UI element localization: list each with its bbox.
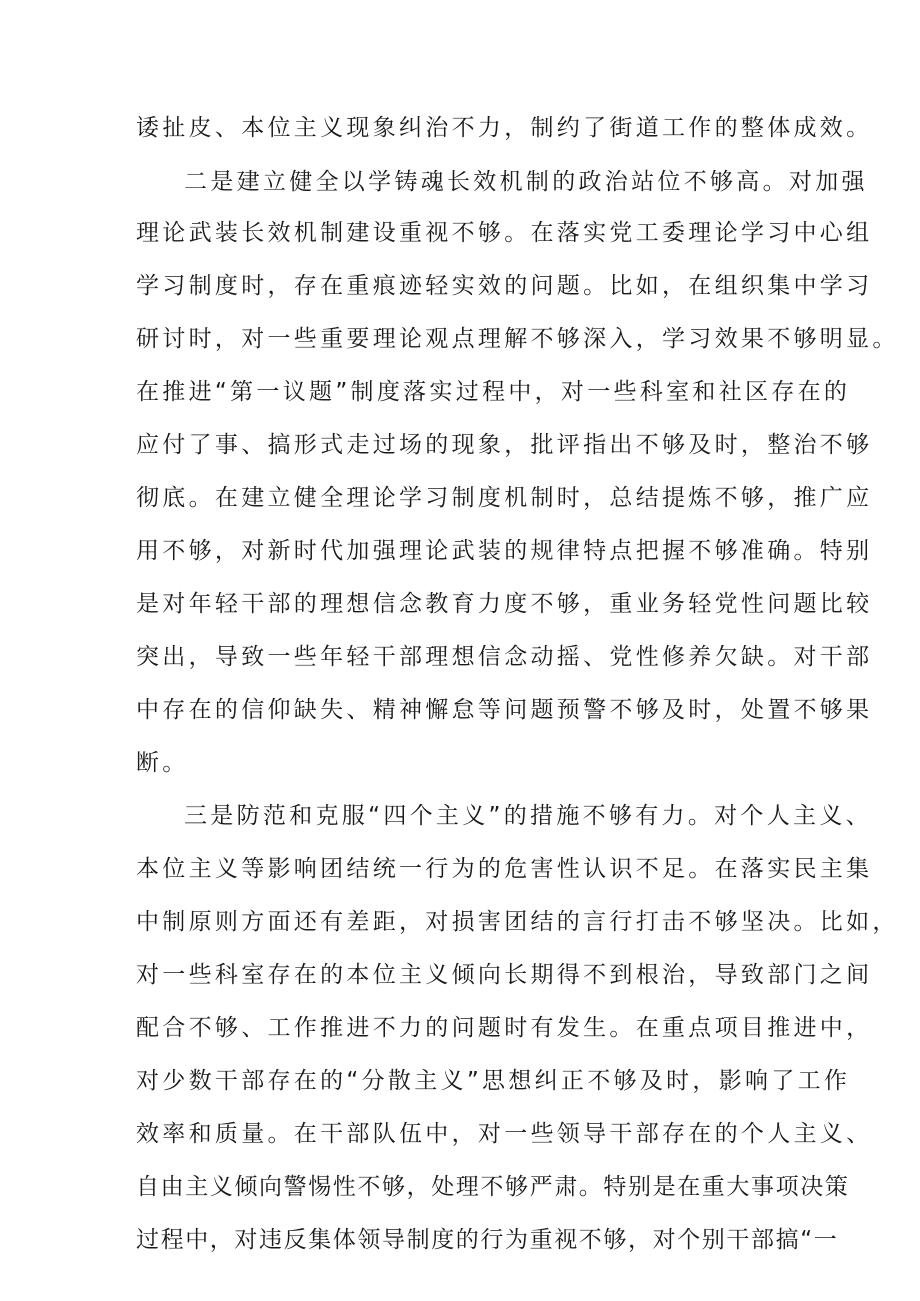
paragraph-line: 中存在的信仰缺失、精神懈怠等问题预警不够及时，处置不够果	[136, 697, 873, 723]
paragraph-line: 应付了事、搞形式走过场的现象，批评指出不够及时，整治不够	[136, 432, 873, 458]
paragraph-line: 配合不够、工作推进不力的问题时有发生。在重点项目推进中，	[136, 1015, 873, 1041]
paragraph-line: 在推进“第一议题”制度落实过程中，对一些科室和社区存在的	[136, 379, 851, 405]
paragraph-line: 对少数干部存在的“分散主义”思想纠正不够及时，影响了工作	[136, 1068, 851, 1094]
paragraph-line: 彻底。在建立健全理论学习制度机制时，总结提炼不够，推广应	[136, 485, 873, 511]
paragraph-line: 中制原则方面还有差距，对损害团结的言行打击不够坚决。比如，	[136, 909, 899, 935]
paragraph-line: 突出，导致一些年轻干部理想信念动摇、党性修养欠缺。对干部	[136, 644, 873, 670]
paragraph-line: 自由主义倾向警惕性不够，处理不够严肃。特别是在重大事项决策	[136, 1174, 850, 1200]
paragraph-line: 诿扯皮、本位主义现象纠治不力，制约了街道工作的整体成效。	[136, 115, 873, 141]
paragraph-line: 研讨时，对一些重要理论观点理解不够深入，学习效果不够明显。	[136, 326, 899, 352]
paragraph-line: 本位主义等影响团结统一行为的危害性认识不足。在落实民主集	[136, 856, 873, 882]
paragraph-line: 学习制度时，存在重痕迹轻实效的问题。比如，在组织集中学习	[136, 273, 873, 299]
paragraph-line: 效率和质量。在干部队伍中，对一些领导干部存在的个人主义、	[136, 1121, 873, 1147]
paragraph-line: 三是防范和克服“四个主义”的措施不够有力。对个人主义、	[184, 803, 872, 829]
paragraph-line: 对一些科室存在的本位主义倾向长期得不到根治，导致部门之间	[136, 962, 873, 988]
paragraph-line: 过程中，对违反集体领导制度的行为重视不够，对个别干部搞“一	[136, 1227, 839, 1253]
paragraph-line: 是对年轻干部的理想信念教育力度不够，重业务轻党性问题比较	[136, 591, 873, 617]
paragraph-line: 二是建立健全以学铸魂长效机制的政治站位不够高。对加强	[184, 169, 868, 195]
paragraph-line: 用不够，对新时代加强理论武装的规律特点把握不够准确。特别	[136, 538, 873, 564]
paragraph-line: 理论武装长效机制建设重视不够。在落实党工委理论学习中心组	[136, 220, 873, 246]
paragraph-line: 断。	[136, 750, 189, 776]
